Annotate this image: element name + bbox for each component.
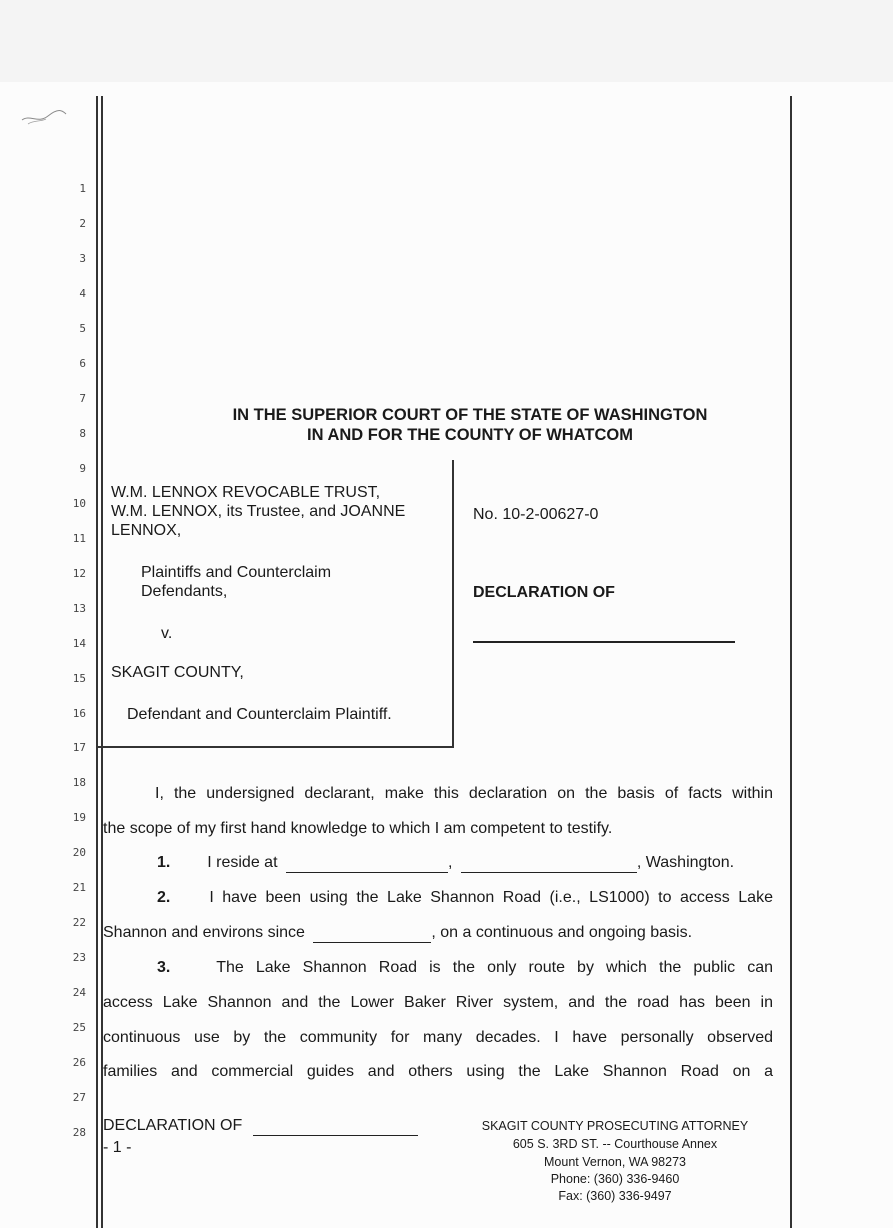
defendant-role: Defendant and Counterclaim Plaintiff. — [127, 706, 392, 723]
line-number: 16 — [72, 707, 86, 720]
paragraph-text: I have been using the Lake Shannon Road (i.e., LS1000) to access Lake — [209, 889, 773, 906]
paragraph-text: , Washington. — [636, 854, 735, 871]
paragraph-2-line-1 — [103, 889, 773, 907]
line-number: 10 — [72, 497, 86, 510]
paragraph-2-line-2 — [103, 924, 692, 943]
line-number: 12 — [72, 567, 86, 580]
residence-city-blank[interactable] — [286, 854, 448, 873]
intro-text: I, the undersigned declarant, make this declaration on the basis of facts within — [155, 785, 773, 802]
office-address-2: Mount Vernon, WA 98273 — [544, 1155, 686, 1169]
paragraph-text: Shannon and environs since — [103, 924, 305, 941]
paragraph-text: continuous use by the community for many decades. I have personally observed — [103, 1029, 773, 1046]
line-number: 23 — [72, 951, 86, 964]
paragraph-text: access Lake Shannon and the Lower Baker River system, and the road has been in — [103, 994, 773, 1011]
left-margin-rule-inner — [101, 96, 103, 1228]
plaintiff-name-line: W.M. LENNOX, its Trustee, and JOANNE — [111, 503, 406, 520]
intro-line-1 — [103, 785, 773, 803]
plaintiff-name-line: W.M. LENNOX REVOCABLE TRUST, — [111, 484, 381, 501]
line-number: 7 — [79, 392, 86, 405]
paragraph-number: 1. — [157, 854, 171, 871]
line-number: 9 — [79, 462, 86, 475]
scan-smudge-mark — [18, 100, 68, 128]
footer-title-text: DECLARATION OF — [103, 1117, 243, 1134]
page-number: - 1 - — [103, 1139, 132, 1156]
comma: , — [447, 854, 453, 871]
paragraph-text: families and commercial guides and others using the Lake Shannon Road on a — [103, 1063, 773, 1080]
caption-divider-vertical — [452, 460, 454, 748]
line-number: 14 — [72, 637, 86, 650]
plaintiff-role-line: Plaintiffs and Counterclaim — [141, 564, 332, 581]
line-number: 24 — [72, 986, 86, 999]
line-number: 3 — [79, 252, 86, 265]
paragraph-text: The Lake Shannon Road is the only route by which the public can — [216, 959, 773, 976]
versus-label: v. — [161, 625, 173, 642]
line-number: 15 — [72, 672, 86, 685]
line-number: 27 — [72, 1091, 86, 1104]
pleading-paper — [0, 82, 893, 1228]
plaintiff-role-line: Defendants, — [141, 583, 228, 600]
office-address-1: 605 S. 3RD ST. -- Courthouse Annex — [512, 1137, 718, 1151]
line-number: 28 — [72, 1126, 86, 1139]
intro-line-2: the scope of my first hand knowledge to which I am competent to testify. — [103, 820, 613, 837]
court-name-line-1: IN THE SUPERIOR COURT OF THE STATE OF WASHINGTON — [232, 406, 708, 424]
line-number: 18 — [72, 776, 86, 789]
plaintiff-name-line: LENNOX, — [111, 522, 182, 539]
line-number: 8 — [79, 427, 86, 440]
declarant-name-blank[interactable] — [473, 641, 735, 643]
scan-top-band — [0, 0, 893, 82]
office-fax: Fax: (360) 336-9497 — [558, 1189, 672, 1203]
line-number: 1 — [79, 182, 86, 195]
paragraph-number: 3. — [157, 959, 171, 976]
line-number: 21 — [72, 881, 86, 894]
line-number: 6 — [79, 357, 86, 370]
paragraph-text: I reside at — [207, 854, 278, 871]
caption-divider-horizontal — [96, 746, 453, 748]
line-number: 25 — [72, 1021, 86, 1034]
office-phone: Phone: (360) 336-9460 — [550, 1172, 680, 1186]
line-number: 17 — [72, 741, 86, 754]
line-number: 26 — [72, 1056, 86, 1069]
usage-since-date-blank[interactable] — [313, 924, 431, 943]
residence-county-blank[interactable] — [461, 854, 637, 873]
case-number: No. 10-2-00627-0 — [473, 506, 599, 523]
paragraph-text: , on a continuous and ongoing basis. — [431, 924, 693, 941]
paragraph-3-line-3 — [103, 1029, 773, 1047]
line-number: 20 — [72, 846, 86, 859]
line-number: 11 — [72, 532, 86, 545]
footer-declaration-title — [103, 1117, 418, 1136]
document-title: DECLARATION OF — [473, 584, 615, 601]
line-number: 13 — [72, 602, 86, 615]
court-name-line-2: IN AND FOR THE COUNTY OF WHATCOM — [306, 426, 633, 444]
line-number: 19 — [72, 811, 86, 824]
paragraph-3-line-2 — [103, 994, 773, 1012]
left-margin-rule-outer — [96, 96, 98, 1228]
right-margin-rule — [790, 96, 792, 1228]
line-number: 5 — [79, 322, 86, 335]
office-name: SKAGIT COUNTY PROSECUTING ATTORNEY — [481, 1119, 749, 1133]
line-number: 2 — [79, 217, 86, 230]
footer-declarant-blank[interactable] — [253, 1117, 418, 1136]
line-number: 4 — [79, 287, 86, 300]
line-number: 22 — [72, 916, 86, 929]
paragraph-number: 2. — [157, 889, 171, 906]
defendant-name: SKAGIT COUNTY, — [111, 664, 244, 681]
paragraph-3-line-1 — [103, 959, 773, 977]
paragraph-3-line-4 — [103, 1063, 773, 1081]
paragraph-1 — [157, 854, 734, 873]
